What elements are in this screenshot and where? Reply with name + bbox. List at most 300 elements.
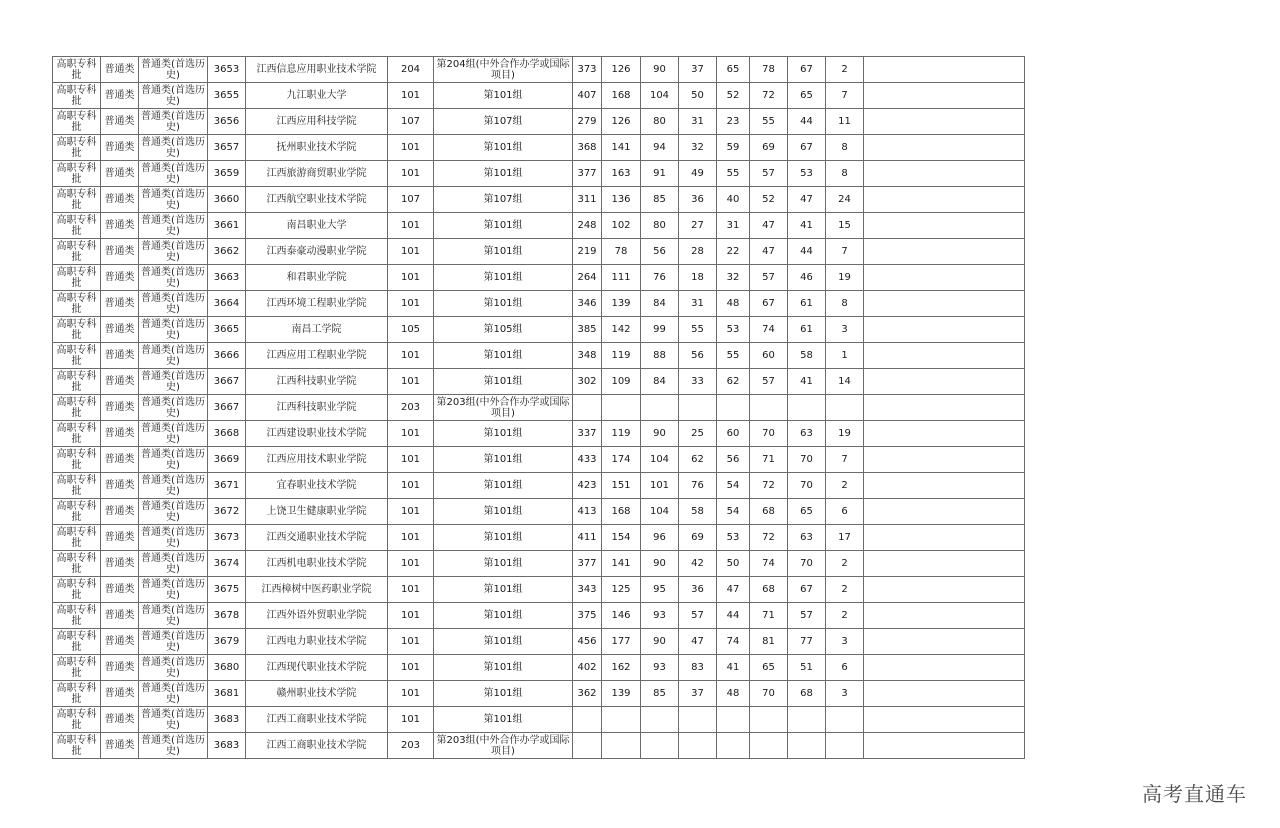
- value-cell: 104: [641, 447, 679, 473]
- value-cell: 125: [602, 577, 641, 603]
- total-cell: [573, 733, 602, 759]
- value-cell: 55: [679, 317, 717, 343]
- value-cell: 47: [788, 187, 826, 213]
- subject-cell: 普通类(首选历史): [139, 733, 208, 759]
- group-code-cell: 101: [388, 473, 434, 499]
- school-code-cell: 3673: [208, 525, 246, 551]
- empty-cell: [864, 83, 1025, 109]
- value-cell: 70: [788, 551, 826, 577]
- total-cell: 377: [573, 551, 602, 577]
- batch-cell: 高职专科批: [53, 239, 101, 265]
- school-name-cell: 和君职业学院: [246, 265, 388, 291]
- school-name-cell: 江西工商职业技术学院: [246, 733, 388, 759]
- value-cell: 7: [826, 447, 864, 473]
- value-cell: 91: [641, 161, 679, 187]
- group-name-cell: 第107组: [434, 187, 573, 213]
- total-cell: 377: [573, 161, 602, 187]
- table-row: [53, 447, 1025, 473]
- empty-cell: [864, 135, 1025, 161]
- value-cell: 126: [602, 57, 641, 83]
- value-cell: 56: [679, 343, 717, 369]
- value-cell: 154: [602, 525, 641, 551]
- value-cell: 65: [788, 499, 826, 525]
- school-name-cell: 赣州职业技术学院: [246, 681, 388, 707]
- school-code-cell: 3679: [208, 629, 246, 655]
- value-cell: 84: [641, 369, 679, 395]
- value-cell: 56: [717, 447, 750, 473]
- type-cell: 普通类: [101, 187, 139, 213]
- value-cell: [641, 707, 679, 733]
- empty-cell: [864, 369, 1025, 395]
- value-cell: 55: [717, 343, 750, 369]
- type-cell: 普通类: [101, 499, 139, 525]
- group-code-cell: 203: [388, 733, 434, 759]
- value-cell: 32: [717, 265, 750, 291]
- value-cell: 71: [750, 447, 788, 473]
- empty-cell: [864, 213, 1025, 239]
- value-cell: 52: [717, 83, 750, 109]
- value-cell: 49: [679, 161, 717, 187]
- table-row: [53, 57, 1025, 83]
- value-cell: 77: [788, 629, 826, 655]
- value-cell: 74: [750, 317, 788, 343]
- value-cell: 31: [717, 213, 750, 239]
- group-name-cell: 第101组: [434, 135, 573, 161]
- value-cell: 44: [788, 109, 826, 135]
- school-code-cell: 3666: [208, 343, 246, 369]
- value-cell: [826, 707, 864, 733]
- type-cell: 普通类: [101, 447, 139, 473]
- subject-cell: 普通类(首选历史): [139, 395, 208, 421]
- school-name-cell: 南昌职业大学: [246, 213, 388, 239]
- value-cell: 99: [641, 317, 679, 343]
- empty-cell: [864, 707, 1025, 733]
- empty-cell: [864, 57, 1025, 83]
- type-cell: 普通类: [101, 629, 139, 655]
- value-cell: [679, 395, 717, 421]
- empty-cell: [864, 525, 1025, 551]
- value-cell: 11: [826, 109, 864, 135]
- total-cell: 402: [573, 655, 602, 681]
- type-cell: 普通类: [101, 135, 139, 161]
- value-cell: [641, 395, 679, 421]
- group-code-cell: 203: [388, 395, 434, 421]
- empty-cell: [864, 395, 1025, 421]
- batch-cell: 高职专科批: [53, 603, 101, 629]
- subject-cell: 普通类(首选历史): [139, 57, 208, 83]
- value-cell: 18: [679, 265, 717, 291]
- value-cell: 90: [641, 421, 679, 447]
- school-name-cell: 抚州职业技术学院: [246, 135, 388, 161]
- batch-cell: 高职专科批: [53, 109, 101, 135]
- value-cell: 56: [641, 239, 679, 265]
- value-cell: 24: [826, 187, 864, 213]
- type-cell: 普通类: [101, 603, 139, 629]
- group-code-cell: 101: [388, 421, 434, 447]
- total-cell: 407: [573, 83, 602, 109]
- empty-cell: [864, 655, 1025, 681]
- value-cell: 6: [826, 655, 864, 681]
- batch-cell: 高职专科批: [53, 707, 101, 733]
- empty-cell: [864, 577, 1025, 603]
- value-cell: 36: [679, 577, 717, 603]
- school-name-cell: 江西机电职业技术学院: [246, 551, 388, 577]
- value-cell: [788, 707, 826, 733]
- value-cell: 90: [641, 57, 679, 83]
- value-cell: 48: [717, 681, 750, 707]
- group-name-cell: 第101组: [434, 83, 573, 109]
- value-cell: 54: [717, 473, 750, 499]
- group-code-cell: 107: [388, 187, 434, 213]
- value-cell: 57: [788, 603, 826, 629]
- value-cell: 44: [788, 239, 826, 265]
- school-name-cell: 九江职业大学: [246, 83, 388, 109]
- value-cell: 17: [826, 525, 864, 551]
- group-name-cell: 第101组: [434, 343, 573, 369]
- table-row: [53, 239, 1025, 265]
- value-cell: 69: [750, 135, 788, 161]
- table-row: [53, 655, 1025, 681]
- value-cell: 72: [750, 83, 788, 109]
- value-cell: 119: [602, 343, 641, 369]
- value-cell: 59: [717, 135, 750, 161]
- empty-cell: [864, 421, 1025, 447]
- value-cell: [788, 733, 826, 759]
- subject-cell: 普通类(首选历史): [139, 109, 208, 135]
- subject-cell: 普通类(首选历史): [139, 473, 208, 499]
- type-cell: 普通类: [101, 551, 139, 577]
- value-cell: 76: [679, 473, 717, 499]
- value-cell: 101: [641, 473, 679, 499]
- value-cell: 57: [750, 369, 788, 395]
- value-cell: 31: [679, 291, 717, 317]
- value-cell: 70: [788, 447, 826, 473]
- subject-cell: 普通类(首选历史): [139, 161, 208, 187]
- school-name-cell: 江西现代职业技术学院: [246, 655, 388, 681]
- type-cell: 普通类: [101, 577, 139, 603]
- school-code-cell: 3674: [208, 551, 246, 577]
- table-row: [53, 603, 1025, 629]
- batch-cell: 高职专科批: [53, 525, 101, 551]
- table-row: [53, 265, 1025, 291]
- value-cell: 60: [750, 343, 788, 369]
- value-cell: 93: [641, 603, 679, 629]
- value-cell: 60: [717, 421, 750, 447]
- group-name-cell: 第101组: [434, 577, 573, 603]
- type-cell: 普通类: [101, 57, 139, 83]
- school-code-cell: 3659: [208, 161, 246, 187]
- total-cell: 385: [573, 317, 602, 343]
- school-name-cell: 江西科技职业学院: [246, 395, 388, 421]
- table-row: [53, 551, 1025, 577]
- group-code-cell: 101: [388, 343, 434, 369]
- value-cell: 54: [717, 499, 750, 525]
- total-cell: 433: [573, 447, 602, 473]
- value-cell: [750, 733, 788, 759]
- school-name-cell: 江西信息应用职业技术学院: [246, 57, 388, 83]
- value-cell: 44: [717, 603, 750, 629]
- value-cell: 36: [679, 187, 717, 213]
- empty-cell: [864, 551, 1025, 577]
- school-code-cell: 3669: [208, 447, 246, 473]
- value-cell: 80: [641, 213, 679, 239]
- value-cell: 95: [641, 577, 679, 603]
- empty-cell: [864, 447, 1025, 473]
- group-name-cell: 第204组(中外合作办学或国际项目): [434, 57, 573, 83]
- school-code-cell: 3683: [208, 733, 246, 759]
- type-cell: 普通类: [101, 681, 139, 707]
- subject-cell: 普通类(首选历史): [139, 83, 208, 109]
- subject-cell: 普通类(首选历史): [139, 629, 208, 655]
- empty-cell: [864, 343, 1025, 369]
- value-cell: 15: [826, 213, 864, 239]
- value-cell: 96: [641, 525, 679, 551]
- value-cell: 65: [788, 83, 826, 109]
- value-cell: 90: [641, 629, 679, 655]
- value-cell: 40: [717, 187, 750, 213]
- school-name-cell: 江西航空职业技术学院: [246, 187, 388, 213]
- watermark-text: 高考直通车: [1142, 782, 1247, 806]
- type-cell: 普通类: [101, 161, 139, 187]
- value-cell: 104: [641, 499, 679, 525]
- table-row: [53, 213, 1025, 239]
- value-cell: 85: [641, 681, 679, 707]
- group-name-cell: 第101组: [434, 369, 573, 395]
- type-cell: 普通类: [101, 395, 139, 421]
- group-code-cell: 204: [388, 57, 434, 83]
- value-cell: 2: [826, 577, 864, 603]
- value-cell: 23: [717, 109, 750, 135]
- value-cell: 168: [602, 83, 641, 109]
- subject-cell: 普通类(首选历史): [139, 525, 208, 551]
- total-cell: 348: [573, 343, 602, 369]
- school-name-cell: 江西旅游商贸职业学院: [246, 161, 388, 187]
- batch-cell: 高职专科批: [53, 421, 101, 447]
- batch-cell: 高职专科批: [53, 57, 101, 83]
- group-name-cell: 第105组: [434, 317, 573, 343]
- total-cell: 423: [573, 473, 602, 499]
- group-name-cell: 第101组: [434, 603, 573, 629]
- value-cell: 119: [602, 421, 641, 447]
- value-cell: 1: [826, 343, 864, 369]
- value-cell: 67: [750, 291, 788, 317]
- type-cell: 普通类: [101, 265, 139, 291]
- type-cell: 普通类: [101, 733, 139, 759]
- empty-cell: [864, 291, 1025, 317]
- value-cell: 52: [750, 187, 788, 213]
- empty-cell: [864, 603, 1025, 629]
- value-cell: 14: [826, 369, 864, 395]
- school-name-cell: 上饶卫生健康职业学院: [246, 499, 388, 525]
- group-name-cell: 第101组: [434, 525, 573, 551]
- subject-cell: 普通类(首选历史): [139, 681, 208, 707]
- subject-cell: 普通类(首选历史): [139, 577, 208, 603]
- table-row: [53, 707, 1025, 733]
- school-code-cell: 3683: [208, 707, 246, 733]
- batch-cell: 高职专科批: [53, 655, 101, 681]
- value-cell: [750, 707, 788, 733]
- value-cell: 68: [750, 499, 788, 525]
- subject-cell: 普通类(首选历史): [139, 655, 208, 681]
- group-name-cell: 第101组: [434, 499, 573, 525]
- subject-cell: 普通类(首选历史): [139, 551, 208, 577]
- group-code-cell: 101: [388, 629, 434, 655]
- group-name-cell: 第101组: [434, 551, 573, 577]
- school-code-cell: 3681: [208, 681, 246, 707]
- empty-cell: [864, 499, 1025, 525]
- type-cell: 普通类: [101, 213, 139, 239]
- group-code-cell: 105: [388, 317, 434, 343]
- value-cell: 8: [826, 291, 864, 317]
- group-name-cell: 第101组: [434, 473, 573, 499]
- subject-cell: 普通类(首选历史): [139, 213, 208, 239]
- total-cell: 456: [573, 629, 602, 655]
- subject-cell: 普通类(首选历史): [139, 187, 208, 213]
- value-cell: 74: [750, 551, 788, 577]
- total-cell: [573, 395, 602, 421]
- group-name-cell: 第107组: [434, 109, 573, 135]
- value-cell: 78: [602, 239, 641, 265]
- value-cell: 163: [602, 161, 641, 187]
- batch-cell: 高职专科批: [53, 187, 101, 213]
- group-code-cell: 101: [388, 135, 434, 161]
- value-cell: 141: [602, 551, 641, 577]
- subject-cell: 普通类(首选历史): [139, 135, 208, 161]
- batch-cell: 高职专科批: [53, 395, 101, 421]
- subject-cell: 普通类(首选历史): [139, 603, 208, 629]
- value-cell: 3: [826, 629, 864, 655]
- value-cell: 58: [679, 499, 717, 525]
- school-name-cell: 江西科技职业学院: [246, 369, 388, 395]
- school-code-cell: 3665: [208, 317, 246, 343]
- total-cell: 337: [573, 421, 602, 447]
- value-cell: 41: [788, 213, 826, 239]
- empty-cell: [864, 629, 1025, 655]
- value-cell: 126: [602, 109, 641, 135]
- empty-cell: [864, 109, 1025, 135]
- school-code-cell: 3661: [208, 213, 246, 239]
- value-cell: 70: [788, 473, 826, 499]
- empty-cell: [864, 317, 1025, 343]
- type-cell: 普通类: [101, 421, 139, 447]
- value-cell: 109: [602, 369, 641, 395]
- empty-cell: [864, 473, 1025, 499]
- group-code-cell: 101: [388, 499, 434, 525]
- group-name-cell: 第101组: [434, 629, 573, 655]
- total-cell: 346: [573, 291, 602, 317]
- batch-cell: 高职专科批: [53, 291, 101, 317]
- value-cell: 53: [717, 317, 750, 343]
- value-cell: 81: [750, 629, 788, 655]
- school-code-cell: 3657: [208, 135, 246, 161]
- value-cell: 62: [717, 369, 750, 395]
- value-cell: 69: [679, 525, 717, 551]
- table-row: [53, 395, 1025, 421]
- total-cell: [573, 707, 602, 733]
- table-row: [53, 109, 1025, 135]
- value-cell: 41: [717, 655, 750, 681]
- admission-table: [52, 56, 1025, 759]
- value-cell: 53: [717, 525, 750, 551]
- type-cell: 普通类: [101, 317, 139, 343]
- school-name-cell: 江西环境工程职业学院: [246, 291, 388, 317]
- school-code-cell: 3653: [208, 57, 246, 83]
- value-cell: 53: [788, 161, 826, 187]
- group-name-cell: 第101组: [434, 291, 573, 317]
- subject-cell: 普通类(首选历史): [139, 421, 208, 447]
- value-cell: 55: [717, 161, 750, 187]
- group-name-cell: 第101组: [434, 213, 573, 239]
- value-cell: 162: [602, 655, 641, 681]
- value-cell: 42: [679, 551, 717, 577]
- value-cell: 7: [826, 83, 864, 109]
- batch-cell: 高职专科批: [53, 369, 101, 395]
- value-cell: 50: [717, 551, 750, 577]
- value-cell: 61: [788, 291, 826, 317]
- value-cell: 37: [679, 681, 717, 707]
- type-cell: 普通类: [101, 83, 139, 109]
- value-cell: [750, 395, 788, 421]
- value-cell: 65: [717, 57, 750, 83]
- table-row: [53, 135, 1025, 161]
- school-name-cell: 江西应用科技学院: [246, 109, 388, 135]
- school-code-cell: 3663: [208, 265, 246, 291]
- value-cell: 74: [717, 629, 750, 655]
- value-cell: 55: [750, 109, 788, 135]
- value-cell: 104: [641, 83, 679, 109]
- batch-cell: 高职专科批: [53, 135, 101, 161]
- type-cell: 普通类: [101, 343, 139, 369]
- total-cell: 311: [573, 187, 602, 213]
- table-body: [53, 57, 1025, 759]
- table-row: [53, 83, 1025, 109]
- batch-cell: 高职专科批: [53, 447, 101, 473]
- value-cell: [602, 733, 641, 759]
- type-cell: 普通类: [101, 655, 139, 681]
- group-name-cell: 第101组: [434, 447, 573, 473]
- value-cell: 8: [826, 135, 864, 161]
- value-cell: 78: [750, 57, 788, 83]
- type-cell: 普通类: [101, 707, 139, 733]
- group-code-cell: 101: [388, 525, 434, 551]
- value-cell: 31: [679, 109, 717, 135]
- group-name-cell: 第203组(中外合作办学或国际项目): [434, 733, 573, 759]
- total-cell: 411: [573, 525, 602, 551]
- school-name-cell: 江西泰豪动漫职业学院: [246, 239, 388, 265]
- table-row: [53, 681, 1025, 707]
- batch-cell: 高职专科批: [53, 551, 101, 577]
- value-cell: 46: [788, 265, 826, 291]
- subject-cell: 普通类(首选历史): [139, 369, 208, 395]
- group-code-cell: 101: [388, 161, 434, 187]
- value-cell: 50: [679, 83, 717, 109]
- table-row: [53, 317, 1025, 343]
- table-row: [53, 343, 1025, 369]
- subject-cell: 普通类(首选历史): [139, 265, 208, 291]
- value-cell: 33: [679, 369, 717, 395]
- group-code-cell: 101: [388, 291, 434, 317]
- group-code-cell: 101: [388, 369, 434, 395]
- type-cell: 普通类: [101, 369, 139, 395]
- subject-cell: 普通类(首选历史): [139, 499, 208, 525]
- table-row: [53, 525, 1025, 551]
- group-code-cell: 107: [388, 109, 434, 135]
- value-cell: 68: [750, 577, 788, 603]
- value-cell: [826, 395, 864, 421]
- value-cell: 68: [788, 681, 826, 707]
- value-cell: 19: [826, 265, 864, 291]
- batch-cell: 高职专科批: [53, 213, 101, 239]
